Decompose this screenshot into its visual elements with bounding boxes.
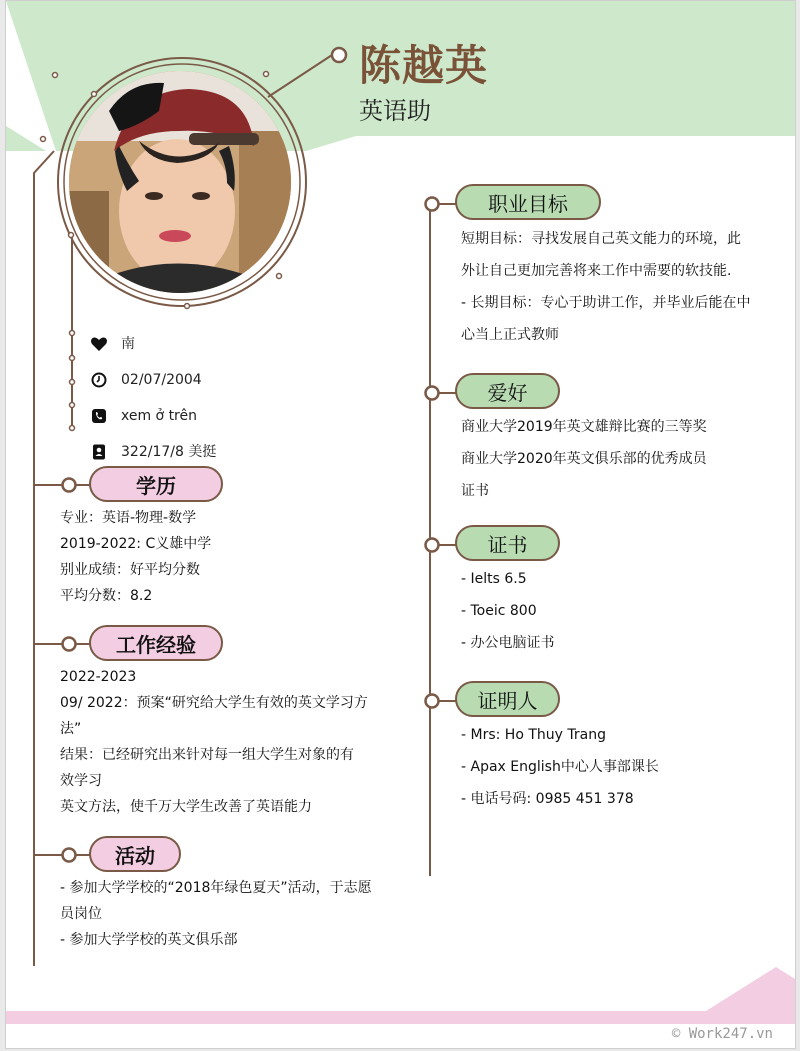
contact-icon — [90, 443, 108, 461]
certificates-line: - Ielts 6.5 — [461, 571, 527, 587]
references-line: - Mrs: Ho Thuy Trang — [461, 727, 606, 743]
experience-line: 法” — [60, 721, 82, 737]
hobbies-line: 商业大学2019年英文雄辩比赛的三等奖 — [461, 419, 707, 435]
certificates-list — [461, 563, 761, 659]
experience-line: 效学习 — [60, 773, 102, 789]
phone-icon — [90, 407, 108, 425]
objective-list — [461, 223, 761, 351]
references-line: - Apax English中心人事部课长 — [461, 759, 659, 775]
bottom-band — [6, 1011, 795, 1024]
section-education-title: 学历 — [89, 466, 223, 502]
certificates-line: - 办公电脑证书 — [461, 635, 555, 651]
activities-line: - 参加大学学校的“2018年绿色夏天”活动，于志愿 — [60, 880, 372, 896]
personal-phone-value: xem ở trên — [121, 408, 197, 424]
corner-triangle — [706, 967, 795, 1011]
activities-list — [60, 875, 380, 953]
clock-icon — [90, 371, 108, 389]
watermark-footer: © Work247.vn — [671, 1026, 773, 1042]
objective-line: 心当上正式教师 — [461, 327, 559, 343]
left-timeline — [34, 151, 54, 966]
personal-birthdate-value: 02/07/2004 — [121, 372, 202, 388]
experience-line: 09/ 2022：预案“研究给大学生有效的英文学习方 — [60, 695, 368, 711]
education-line: 平均分数：8.2 — [60, 588, 153, 604]
objective-line: 外让自己更加完善将来工作中需要的软技能. — [461, 263, 732, 279]
section-certificates-title: 证书 — [455, 525, 560, 561]
education-line: 2019-2022: C义雄中学 — [60, 536, 212, 552]
hobbies-list — [461, 411, 761, 507]
section-objective-title: 职业目标 — [455, 184, 601, 220]
certificates-line: - Toeic 800 — [461, 603, 537, 619]
candidate-name: 陈越英 — [359, 41, 489, 90]
profile-photo — [69, 71, 291, 293]
activities-line: 员岗位 — [60, 906, 102, 922]
experience-list — [60, 664, 380, 820]
personal-gender-value: 南 — [121, 336, 135, 352]
section-references-title: 证明人 — [455, 681, 560, 717]
resume-page — [5, 0, 796, 1049]
references-line: - 电话号码: 0985 451 378 — [461, 791, 634, 807]
section-activities-title: 活动 — [89, 836, 181, 872]
candidate-role: 英语助 — [359, 97, 431, 125]
heart-icon — [90, 335, 108, 353]
name-connector-dot — [332, 48, 346, 62]
education-line: 专业：英语-物理-数学 — [60, 510, 197, 526]
activities-line: - 参加大学学校的英文俱乐部 — [60, 932, 238, 948]
experience-line: 英文方法，使千万大学生改善了英语能力 — [60, 799, 312, 815]
hobbies-line: 商业大学2020年英文俱乐部的优秀成员 — [461, 451, 707, 467]
hobbies-line: 证书 — [461, 483, 489, 499]
experience-line: 结果：已经研究出来针对每一组大学生对象的有 — [60, 747, 354, 763]
references-list — [461, 719, 761, 815]
section-experience-title: 工作经验 — [89, 625, 223, 661]
objective-line: - 长期目标：专心于助讲工作，并毕业后能在中 — [461, 295, 751, 311]
personal-address-value: 322/17/8 美挺 — [121, 444, 217, 460]
section-hobbies-title: 爱好 — [455, 373, 560, 409]
objective-line: 短期目标：寻找发展自己英文能力的环境，此 — [461, 231, 741, 247]
experience-line: 2022-2023 — [60, 669, 137, 685]
education-line: 别业成绩：好平均分数 — [60, 562, 200, 578]
education-list — [60, 505, 380, 609]
